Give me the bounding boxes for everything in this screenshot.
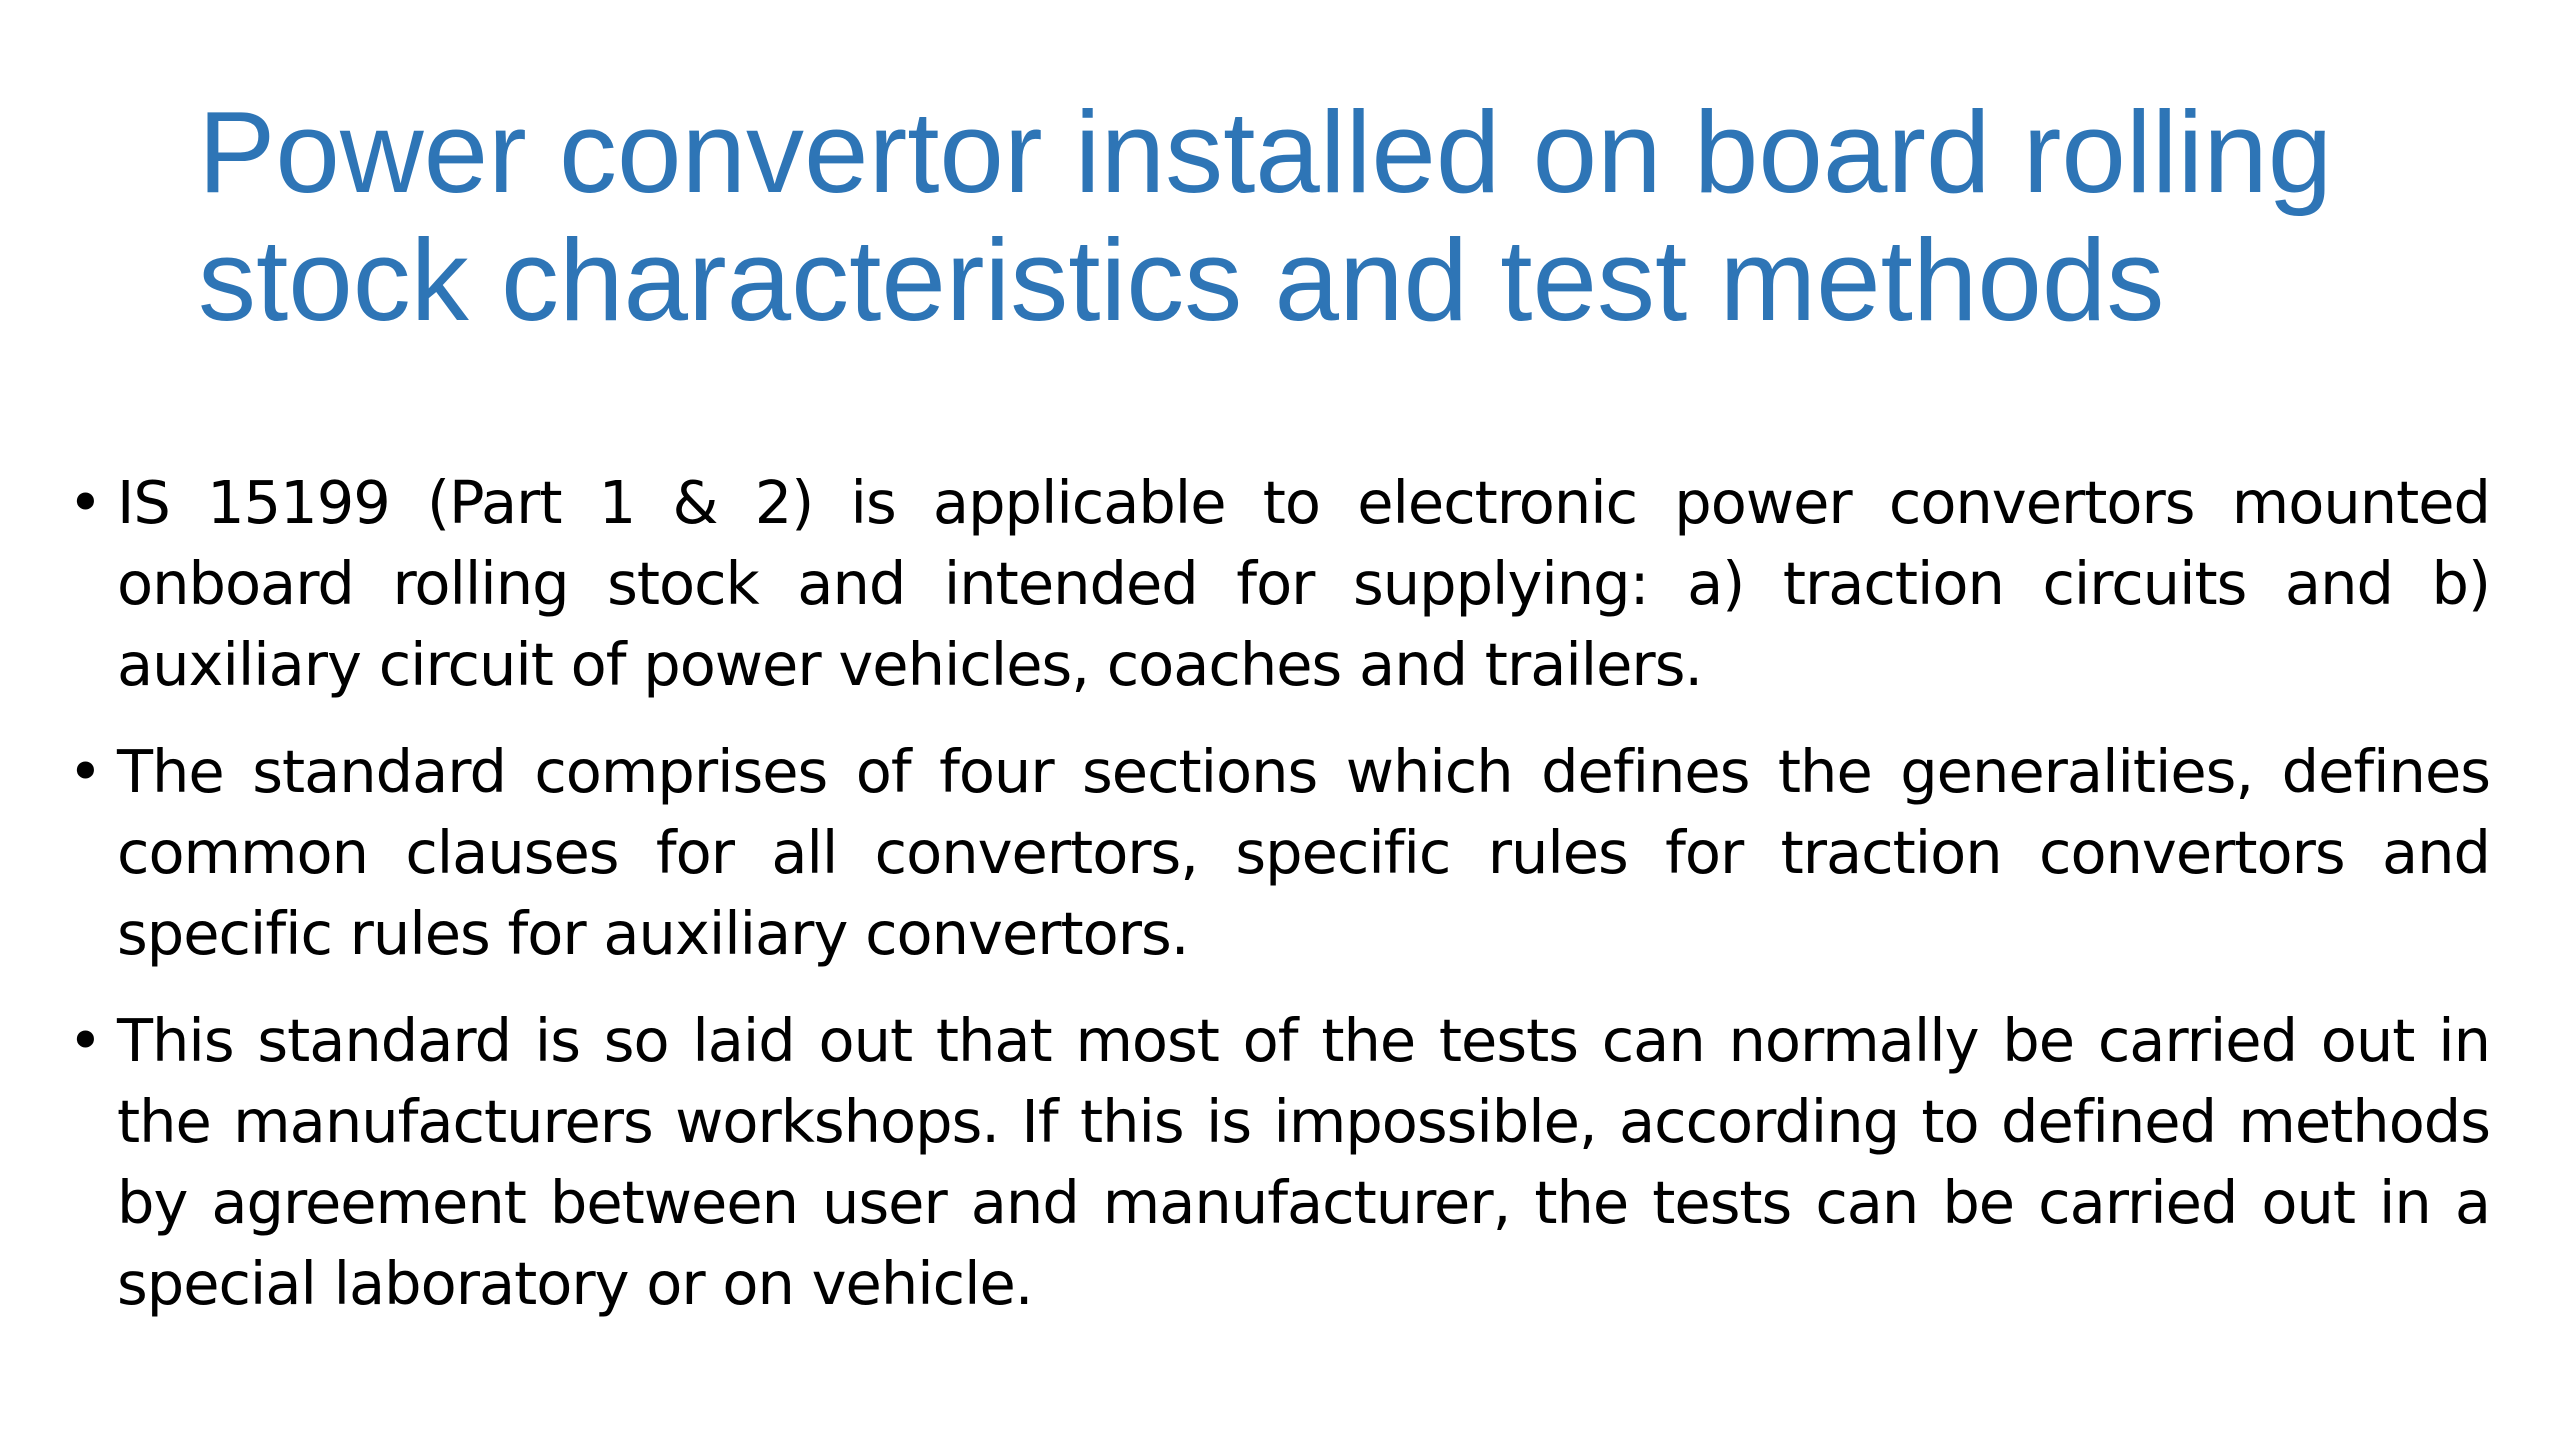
bullet-text: IS 15199 (Part 1 & 2) is applicable to electronic power convertors mounted onboard rolling stock and intended for supplying: a) traction circuits and b) auxiliary circuit of power vehicles, coaches and trailers. [117,468,2490,699]
bullet-item [60,462,2490,705]
slide-title: Power convertor installed on board rolling stock characteristics and test methods [198,87,2333,345]
bullet-text: This standard is so laid out that most of the tests can normally be carried out in the manufacturers workshops. If this is impossible, according to defined methods by agreement between user and manufacturer, the tests can be carried out in a special laboratory or on vehicle. [117,1006,2490,1318]
bullet-item [60,731,2490,974]
bullet-icon: • [68,1006,102,1075]
bullet-item [60,1000,2490,1324]
bullet-list [60,462,2490,1350]
bullet-icon: • [68,737,102,806]
bullet-icon: • [68,468,102,537]
bullet-text: The standard comprises of four sections which defines the generalities, defines common clauses for all convertors, specific rules for traction convertors and specific rules for auxiliary convertors. [117,737,2490,968]
